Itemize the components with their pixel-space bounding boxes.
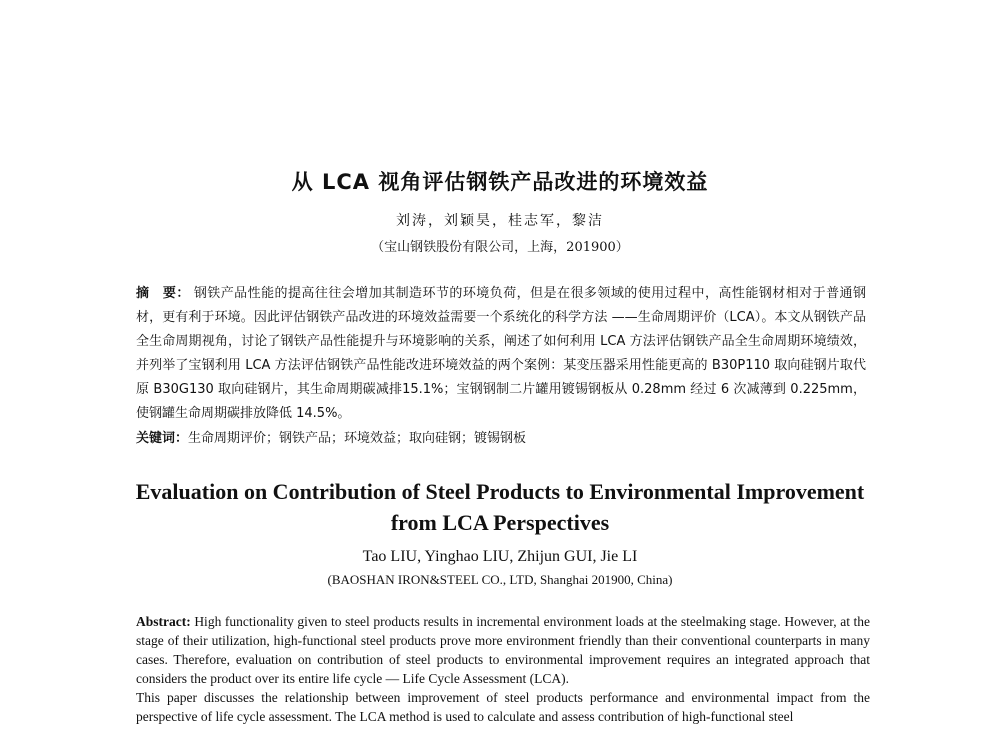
chinese-title: 从 LCA 视角评估钢铁产品改进的环境效益 — [291, 170, 709, 194]
chinese-authors: 刘涛，刘颖昊，桂志军，黎洁 — [396, 213, 604, 229]
english-abstract-paragraph-2: This paper discusses the relationship between improvement of steel products performance and environmental impact from the perspective of life cycle assessment. The LCA method is used to calculate and assess contribution of high-functional steel — [136, 690, 870, 724]
chinese-abstract — [136, 282, 866, 426]
chinese-keywords-label: 关键词： — [136, 431, 189, 446]
chinese-abstract-label: 摘 要： — [136, 286, 190, 301]
chinese-abstract-text: 钢铁产品性能的提高往往会增加其制造环节的环境负荷，但是在很多领域的使用过程中，高性能钢材相对于普通钢材，更有利于环境。因此评估钢铁产品改进的环境效益需要一个系统化的科学方法 ——生命周期评价（LCA）。本文从钢铁产品全生命周期视角，讨论了钢铁产品性能提升与环境影响的关系，阐述了如何利用 LCA 方法评估钢铁产品全生命周期环境绩效，并列举了宝钢利用 LCA 方法评估钢铁产品性能改进环境效益的两个案例：某变压器采用性能更高的 B30P110 取向硅钢片取代原 B30G130 取向硅钢片，其生命周期碳减排15.1%；宝钢钢制二片罐用镀锡钢板从 0.28mm 经过 6 次减薄到 0.225mm，使钢罐生命周期碳排放降低 14.5%。 — [136, 286, 866, 421]
chinese-keywords-text: 生命周期评价；钢铁产品；环境效益；取向硅钢；镀锡钢板 — [188, 431, 527, 446]
english-abstract-text-1: High functionality given to steel products results in incremental environment loads at the steelmaking stage. However, at the stage of their utilization, high-functional steel products prove more environment friendly than their conventional counterparts in many cases. Therefore, evaluation on contribution of steel products to environmental improvement requires an integrated approach that considers the product over its entire life cycle — Life Cycle Assessment (LCA). — [136, 614, 871, 686]
english-abstract-label: Abstract: — [136, 614, 191, 629]
english-title: Evaluation on Contribution of Steel Products to Environmental Improvement from LCA Perspectives — [135, 479, 865, 535]
english-abstract-paragraph-1 — [136, 612, 870, 688]
chinese-affiliation: （宝山钢铁股份有限公司，上海，201900） — [371, 240, 629, 255]
english-affiliation: (BAOSHAN IRON&STEEL CO., LTD, Shanghai 201900, China) — [327, 572, 673, 587]
english-authors: Tao LIU, Yinghao LIU, Zhijun GUI, Jie LI — [362, 548, 638, 565]
english-abstract — [136, 612, 870, 726]
chinese-keywords — [136, 428, 866, 450]
